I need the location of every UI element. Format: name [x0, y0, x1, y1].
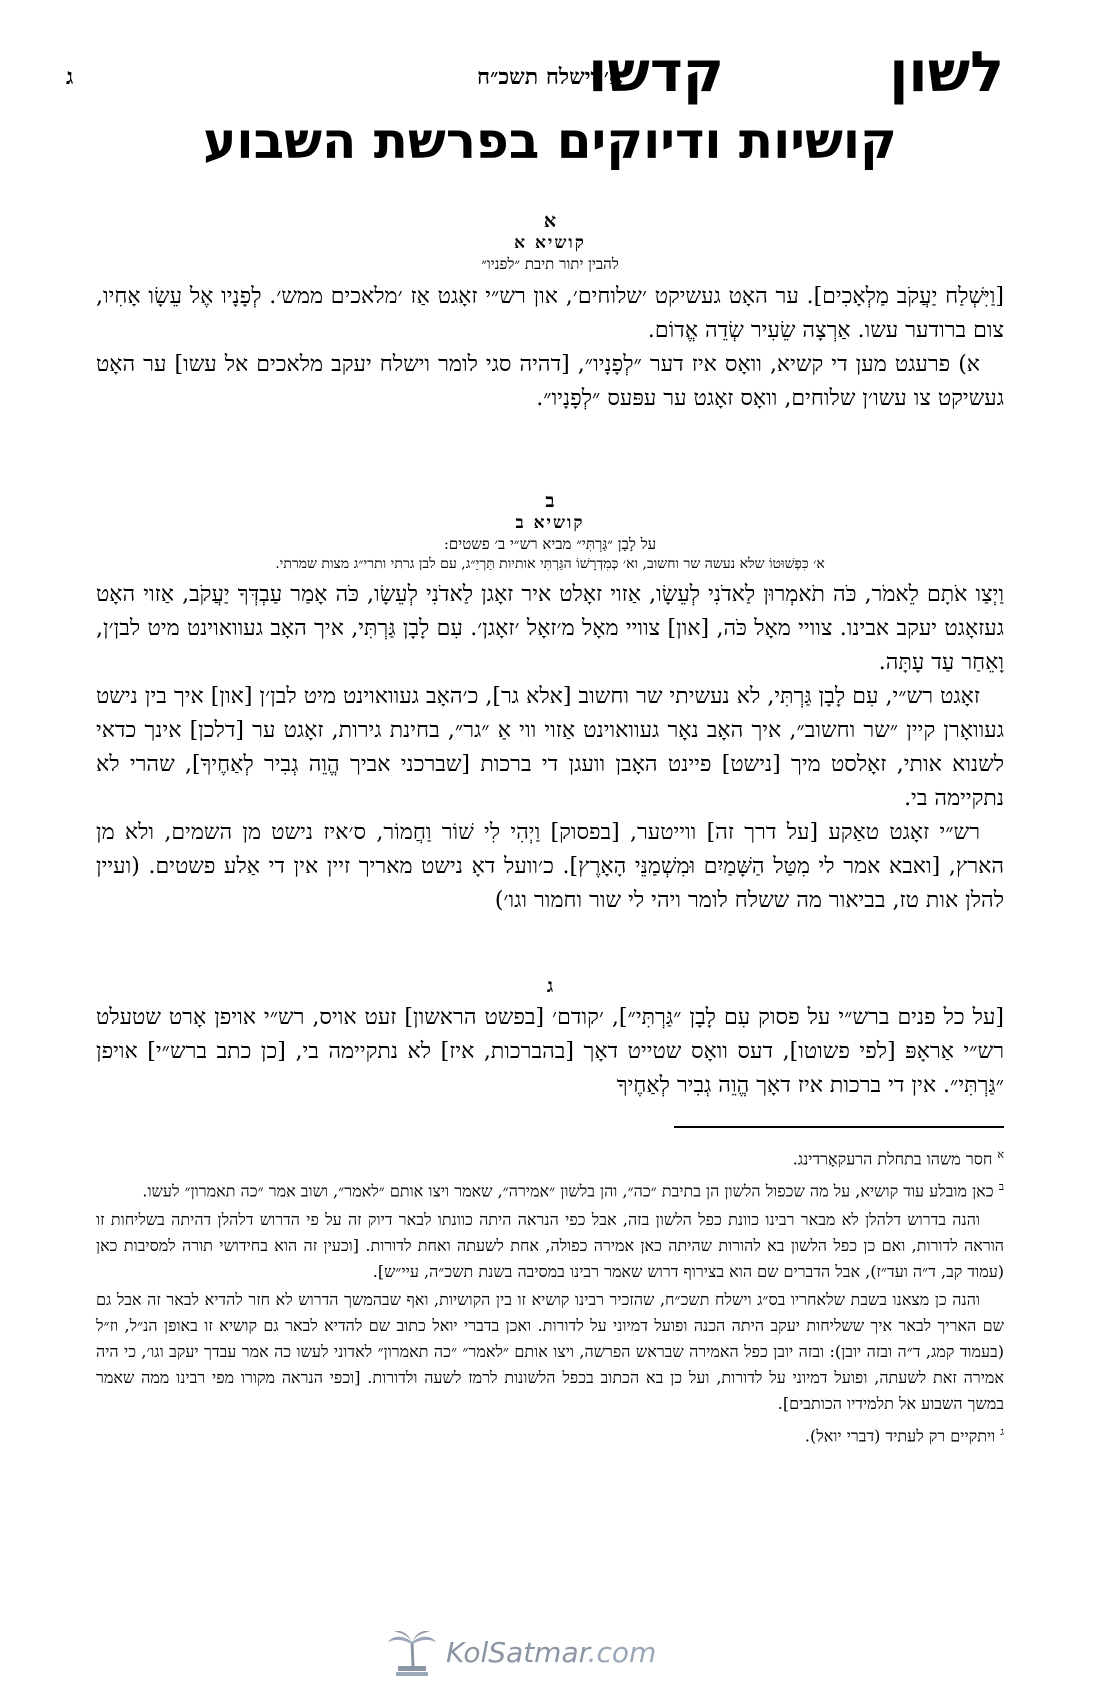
section-title: קושיא א — [514, 233, 586, 253]
section-title: קושיא ב — [515, 513, 585, 533]
footnote — [96, 1419, 1004, 1449]
header-date: א׳ וישלח תשכ״ח — [477, 64, 623, 90]
section-subtitle-2: א׳ כִּפְשׁוּטוֹ שלא נעשה שר וחשוב, וא׳ כְּמִדְרָשׁוֹ הגַּרְתִּי אותיות תַּרְיַ״ג, עם לבן גרתי ותרי״ג מצות שמרתי. — [275, 556, 825, 572]
section-paragraph: וַיְצַו אֹתָם לֵאמֹר, כֹּה תֹאמְרוּן לַאדֹנִי לְעֵשָׂו, אַזוי זאָלט איר זאָגן לַאדֹנִי לְעֵשָׂו, כֹּה אָמַר עַבְדְּךָ יַעֲקֹב, אַזוי האָט געזאָגט יעקב אבינו. צוויי מאָל כֹּה, [און] צוויי מאָל מ׳זאָל ׳זאָגן׳. עִם לָבָן גַּרְתִּי, איך האָב געוואוינט מיט לבן׳ן, וָאֵחַר עַד עָתָּה. — [96, 582, 1004, 675]
footnote — [96, 1207, 1004, 1285]
footnote-text: ויתקיים רק לעתיד (דברי יואל). — [804, 1425, 996, 1445]
footnote-mark: ג — [1000, 1424, 1004, 1438]
main-title: קושיות ודיוקים בפרשת השבוע — [203, 112, 897, 170]
header-title-right: לשון — [889, 40, 1004, 105]
section-paragraph: זאָגט רש״י, עִם לָבָן גַּרְתִּי, לא נעשיתי שר וחשוב [אלא גר], כ׳האָב געוואוינט מיט לבן׳ן [און] איך בין נישט געוואָרן קיין ״שר וחשוב״, איך האָב נאָר געוואוינט אַזוי ווי אַ ״גר״, בחינת גירות, זאָגט ער [דלכן] אינך כדאי לשנוא אותי, זאָלסט מיך [נישט] פיינט האָבן וועגן די ברכות [שברכני אביך הֱוֵה גְבִיר לְאַחֶיךָ], שהרי לא נתקיימה בי. — [96, 684, 1004, 811]
palm-tree-book-icon — [384, 1628, 440, 1678]
section-paragraph: [על כל פנים ברש״י על פסוק עִם לָבָן ״גַּרְתִּי״], ׳קודם׳ [בפשט הראשון] זעט אויס, רש״י אויפן אָרט שטעלט רש״י אַראָפּ [לפי פשוטו], דעס וואָס שטייט דאָך [בהברכות, איז] לא נתקיימה בי, [כן כתב ברש״י] אויפן ״גַּרְתִּי״. אין די ברכות איז דאָך הֱוֵה גְבִיר לְאַחֶיךָ — [96, 1005, 1004, 1098]
section-subtitle: על לָבָן ״גַּרְתִּי״ מביא רש״י ב׳ פשטים: — [443, 535, 657, 553]
watermark — [384, 1628, 714, 1678]
footnote-text: חסר משהו בתחלת הרעקאָרדינג. — [792, 1149, 993, 1169]
section-paragraph: [וַיִּשְׁלַח יַעֲקֹב מַלְאָכִים]. ער האָט געשיקט ׳שלוחים׳, און רש״י זאָגט אַז ׳מלאכים ממש׳. לְפָנָיו אֶל עֵשָׂו אָחִיו, צום ברודער עשו. אַרְצָה שֵׂעִיר שְׂדֵה אֱדוֹם. — [96, 284, 1004, 343]
section-paragraph: רש״י זאָגט טאַקע [על דרך זה] ווייטער, [בפסוק] וַיְהִי לִי שׁוֹר וַחֲמוֹר, ס׳איז נישט מן השמים, ולא מן הארץ, [ואבא אמר לי מִטַּל הַשָּׁמַיִם וּמִשְׁמַנֵּי הָאָרֶץ]. כ׳וועל דאָ נישט מאריך זיין אין די אַלע פשטים. (ועיין להלן אות טז, בביאור מה ששלח לומר ויהי לי שור וחמור וגו׳) — [96, 820, 1004, 913]
watermark-text — [446, 1636, 656, 1669]
footnote-text: והנה כן מצאנו בשבת שלאחריו בס״ג וישלח תשכ״ח, שהזכיר רבינו קושיא זו בין הקושיות, ואף שבהמשך הדרוש לא חזר להדיא לבאר זה אבל גם שם האריך לבאר איך ששליחות יעקב היתה הכנה ופועל דמיוני על לדורות. ואכן בדברי יואל כתוב שם להדיא לבאר גם קושיא זו באופן הנ״ל, וז״ל (בעמוד קמג, ד״ה ובזה יובן): ובזה יובן כפל האמירה שבראש הפרשה, ויצו אותם ״לאמר״ ״כה תאמרון״ לאדוני לעשו כה אמר עבדך יעקב וגו׳, כי היה אמירה זאת לשעתה, ופועל דמיוני על לדורות, ועל כן בא הכתוב בכפל הלשונות לרמז לשעה ולדורות. [וכפי הנראה מקורו מפי רבינו ממה שאמר במשך השבוע אל תלמידיו הכותבים]. — [96, 1289, 1004, 1413]
footnote-mark: א — [997, 1148, 1004, 1161]
footnote-mark: ב — [998, 1180, 1004, 1194]
section-b — [96, 490, 1004, 918]
watermark-brand: KolSatmar — [446, 1636, 588, 1669]
footnote — [96, 1142, 1004, 1172]
watermark-suffix: .com — [587, 1636, 657, 1669]
page-number: ג — [66, 64, 74, 90]
footnote-divider — [674, 1126, 1004, 1128]
section-letter: א — [543, 210, 557, 232]
page-header — [66, 38, 1004, 118]
section-letter: ב — [545, 490, 555, 512]
section-subtitle: להבין יתור תיבת ״לפניו״ — [481, 255, 619, 273]
section-paragraph: א) פרעגט מען די קשיא, וואָס איז דער ״לְפָנָיו״, [דהיה סגי לומר וישלח יעקב מלאכים אל עשו] ער האָט געשיקט צו עשו׳ן שלוחים, וואָס זאָגט ער עפּעס ״לְפָנָיו״. — [96, 352, 1004, 411]
footnotes — [96, 1142, 1004, 1451]
section-a — [96, 210, 1004, 416]
footnote — [96, 1287, 1004, 1417]
header-title-mid: קדשו — [588, 40, 724, 105]
footnote-text: והנה בדרוש דלהלן לא מבאר רבינו כוונת כפל הלשון בזה, אבל כפי הנראה היתה כוונתו לבאר דיוק זה על פי הדרוש דלהלן דהיתה בשליחות זו הוראה לדורות, ואם כן כפל הלשון בא להורות שהיתה כאן אמירה כפולה, אחת לשעתה ואחת לדורות. [וכעין זה הוא בחידושי תורה למסיבות כאן (עמוד קב, ד״ה ועד״ז), אבל הדברים שם הוא בצירוף דרוש שאמר רבינו במסיבה בשנת תשכ״ה, עיי״ש]. — [96, 1209, 1005, 1281]
footnote-text: כאן מובלע עוד קושיא, על מה שכפול הלשון הן בתיבת ״כה״, והן בלשון ״אמירה״, שאמר ויצו אותם ״לאמר״, ושוב אמר ״כה תאמרון״ לעשו. — [142, 1181, 994, 1201]
footnote — [96, 1174, 1004, 1204]
section-c — [96, 975, 1004, 1103]
section-letter: ג — [546, 975, 554, 997]
